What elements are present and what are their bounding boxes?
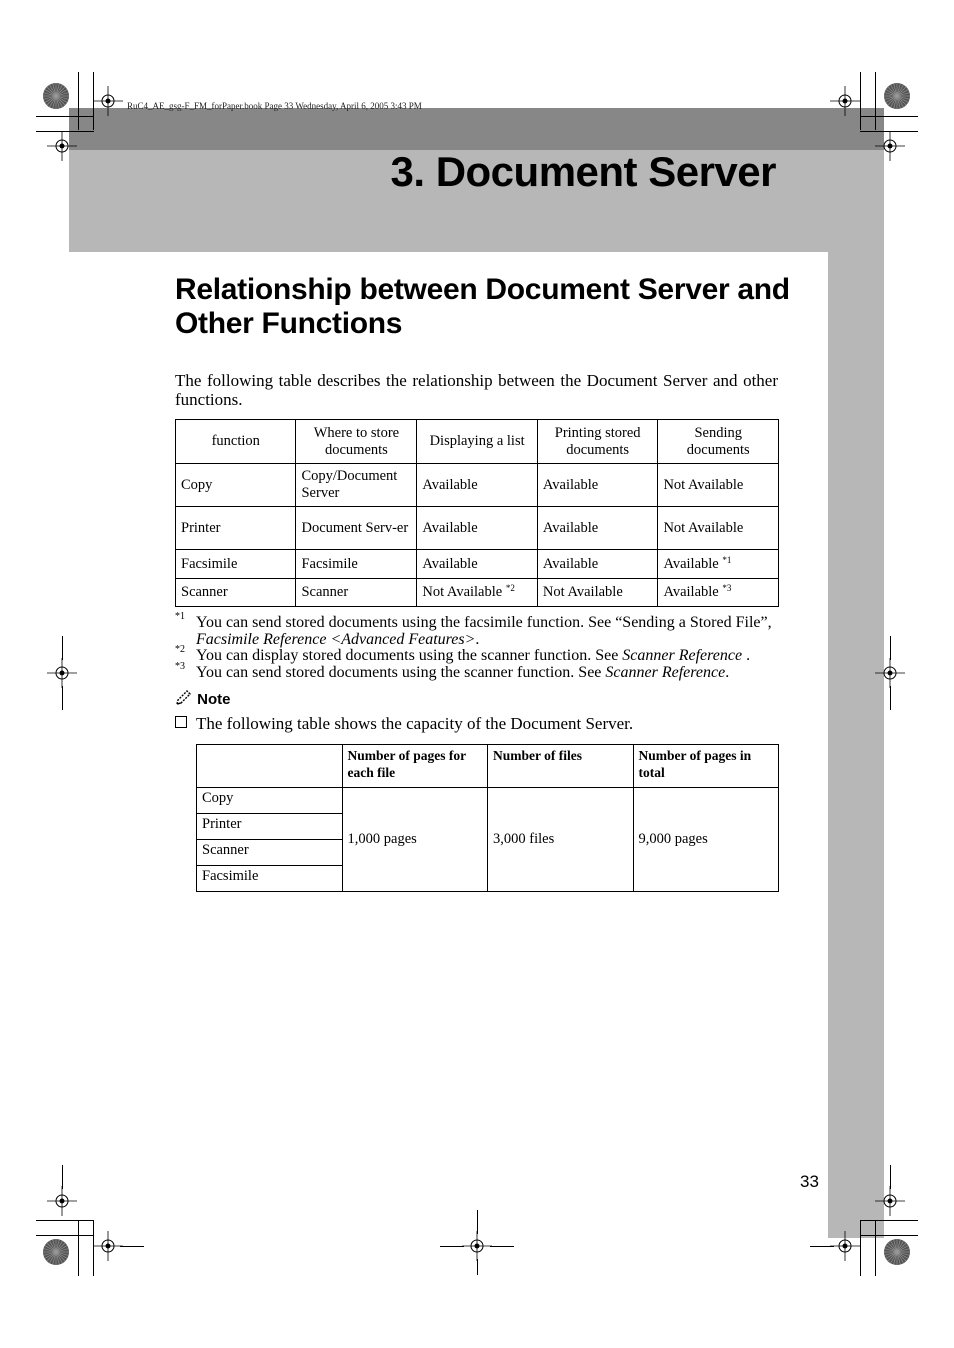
header-cell: Number of pages for each file: [342, 745, 487, 788]
note-title: Note: [197, 691, 231, 708]
function-table: [175, 419, 779, 607]
table-header-row: [176, 420, 779, 464]
crop-line: [78, 1220, 79, 1276]
registration-target-icon: [875, 1186, 905, 1216]
footnote-end: .: [725, 664, 730, 681]
footnote-reference: Scanner Reference: [622, 647, 743, 664]
side-band: [828, 252, 884, 1238]
color-rosette-icon: [42, 82, 70, 110]
pencil-icon: [175, 690, 193, 706]
registration-target-icon: [93, 86, 123, 116]
chapter-title: 3. Document Server: [390, 148, 776, 195]
crop-line: [93, 72, 94, 130]
registration-target-icon: [462, 1231, 492, 1261]
cell-store: Scanner: [296, 579, 417, 607]
registration-target-icon: [47, 658, 77, 688]
cell-function: Scanner: [197, 840, 343, 866]
header-cell: Number of pages in total: [633, 745, 779, 788]
header-cell: Sending documents: [658, 420, 779, 464]
crop-line: [477, 1210, 478, 1234]
table-row: [176, 507, 779, 550]
footnote-ref: *1: [722, 554, 732, 565]
cell-print: Available: [537, 550, 658, 579]
crop-line: [62, 1165, 63, 1189]
registration-target-icon: [875, 658, 905, 688]
cell-print: Available: [537, 507, 658, 550]
table-row: [176, 579, 779, 607]
crop-line: [78, 72, 79, 130]
cell-send: [658, 507, 779, 550]
send-value: Available: [663, 584, 719, 600]
cell-display: [417, 550, 538, 579]
send-value: Available: [663, 555, 719, 572]
registration-target-icon: [93, 1231, 123, 1261]
header-cell: Displaying a list: [417, 420, 538, 464]
table-row: [176, 464, 779, 507]
cell-send: [658, 579, 779, 607]
header-cell: Where to store documents: [296, 420, 417, 464]
table-row: [197, 788, 779, 814]
registration-target-icon: [830, 1231, 860, 1261]
send-value: Not Available: [663, 476, 744, 493]
cell-function: Scanner: [176, 579, 296, 607]
footnote-mark: *3: [175, 661, 185, 672]
registration-target-icon: [47, 1186, 77, 1216]
cell-pages-total: 9,000 pages: [633, 788, 779, 892]
crop-line: [860, 1235, 918, 1236]
footnote-end: .: [475, 631, 480, 648]
crop-line: [36, 1235, 94, 1236]
registration-target-icon: [830, 86, 860, 116]
crop-line: [860, 131, 918, 132]
footnote-3: [175, 661, 779, 681]
footnote-ref: *2: [505, 583, 515, 593]
crop-line: [875, 1220, 876, 1276]
header-cell: Printing stored documents: [537, 420, 658, 464]
cell-print: Not Available: [537, 579, 658, 607]
footnote-ref: *3: [722, 583, 732, 593]
crop-line: [36, 131, 94, 132]
crop-line: [875, 72, 876, 130]
crop-line: [860, 72, 861, 130]
crop-line: [810, 1246, 834, 1247]
header-cell: [197, 745, 343, 788]
cell-function: Facsimile: [197, 866, 343, 892]
send-value: Not Available: [663, 519, 744, 536]
note-heading: [175, 690, 231, 710]
cell-files: 3,000 files: [488, 788, 633, 892]
header-cell: function: [176, 420, 296, 464]
header-cell: Number of files: [488, 745, 633, 788]
color-rosette-icon: [42, 1238, 70, 1266]
note-item-text: The following table shows the capacity of the Document Server.: [196, 714, 634, 733]
display-value: Available: [422, 476, 478, 493]
cell-display: [417, 464, 538, 507]
cell-store: Document Serv-er: [296, 507, 417, 550]
crop-line: [860, 1220, 861, 1276]
footnote-end: .: [742, 647, 751, 664]
table-header-row: [197, 745, 779, 788]
page-number: 33: [800, 1172, 819, 1191]
cell-send: [658, 550, 779, 579]
crop-line: [890, 636, 891, 660]
footnote-reference: Facsimile Reference <Advanced Features>: [196, 631, 476, 648]
crop-line: [93, 1220, 94, 1276]
cell-pages-per-file: 1,000 pages: [342, 788, 487, 892]
registration-target-icon: [47, 131, 77, 161]
note-item: [175, 714, 633, 734]
crop-line: [36, 116, 94, 117]
registration-target-icon: [875, 131, 905, 161]
footnote-mark: *1: [175, 611, 185, 622]
section-title: Relationship between Document Server and Other Functions: [175, 273, 790, 340]
footnote-reference: Scanner Reference: [605, 664, 726, 681]
footnote-text: You can send stored documents using the facsimile function. See “Sending a Stored File”,: [196, 614, 772, 631]
crop-line: [490, 1246, 514, 1247]
footnote-2: [175, 644, 779, 664]
display-value: Available: [422, 519, 478, 536]
cell-store: Facsimile: [296, 550, 417, 579]
crop-line: [36, 1220, 94, 1221]
crop-line: [890, 686, 891, 710]
crop-line: [860, 116, 918, 117]
cell-function: Facsimile: [176, 550, 296, 579]
crop-line: [62, 636, 63, 660]
cell-send: [658, 464, 779, 507]
display-value: Not Available: [422, 584, 503, 600]
footnote-1: [175, 611, 779, 648]
intro-paragraph: The following table describes the relationship between the Document Server and other functions.: [175, 371, 778, 409]
cell-display: [417, 507, 538, 550]
color-rosette-icon: [883, 82, 911, 110]
footnote-text: You can display stored documents using the scanner function. See: [196, 647, 619, 664]
cell-function: Printer: [176, 507, 296, 550]
cell-display: [417, 579, 538, 607]
cell-store: Copy/Document Server: [296, 464, 417, 507]
crop-line: [120, 1246, 144, 1247]
crop-line: [440, 1246, 464, 1247]
crop-line: [860, 1220, 918, 1221]
cell-function: Printer: [197, 814, 343, 840]
footnote-mark: *2: [175, 644, 185, 655]
crop-line: [477, 1259, 478, 1275]
crop-line: [62, 686, 63, 710]
display-value: Available: [422, 555, 478, 572]
footnote-text: You can send stored documents using the scanner function. See: [196, 664, 602, 681]
cell-function: Copy: [176, 464, 296, 507]
header-band-dark: [69, 108, 884, 150]
print-header: RuC4_AE_gsg-F_FM_forPaper.book Page 33 Wednesday, April 6, 2005 3:43 PM: [127, 101, 422, 111]
checkbox-icon: [175, 716, 187, 728]
color-rosette-icon: [883, 1238, 911, 1266]
cell-function: Copy: [197, 788, 343, 814]
table-row: [176, 550, 779, 579]
capacity-table: [196, 744, 779, 892]
cell-print: Available: [537, 464, 658, 507]
crop-line: [890, 1165, 891, 1189]
